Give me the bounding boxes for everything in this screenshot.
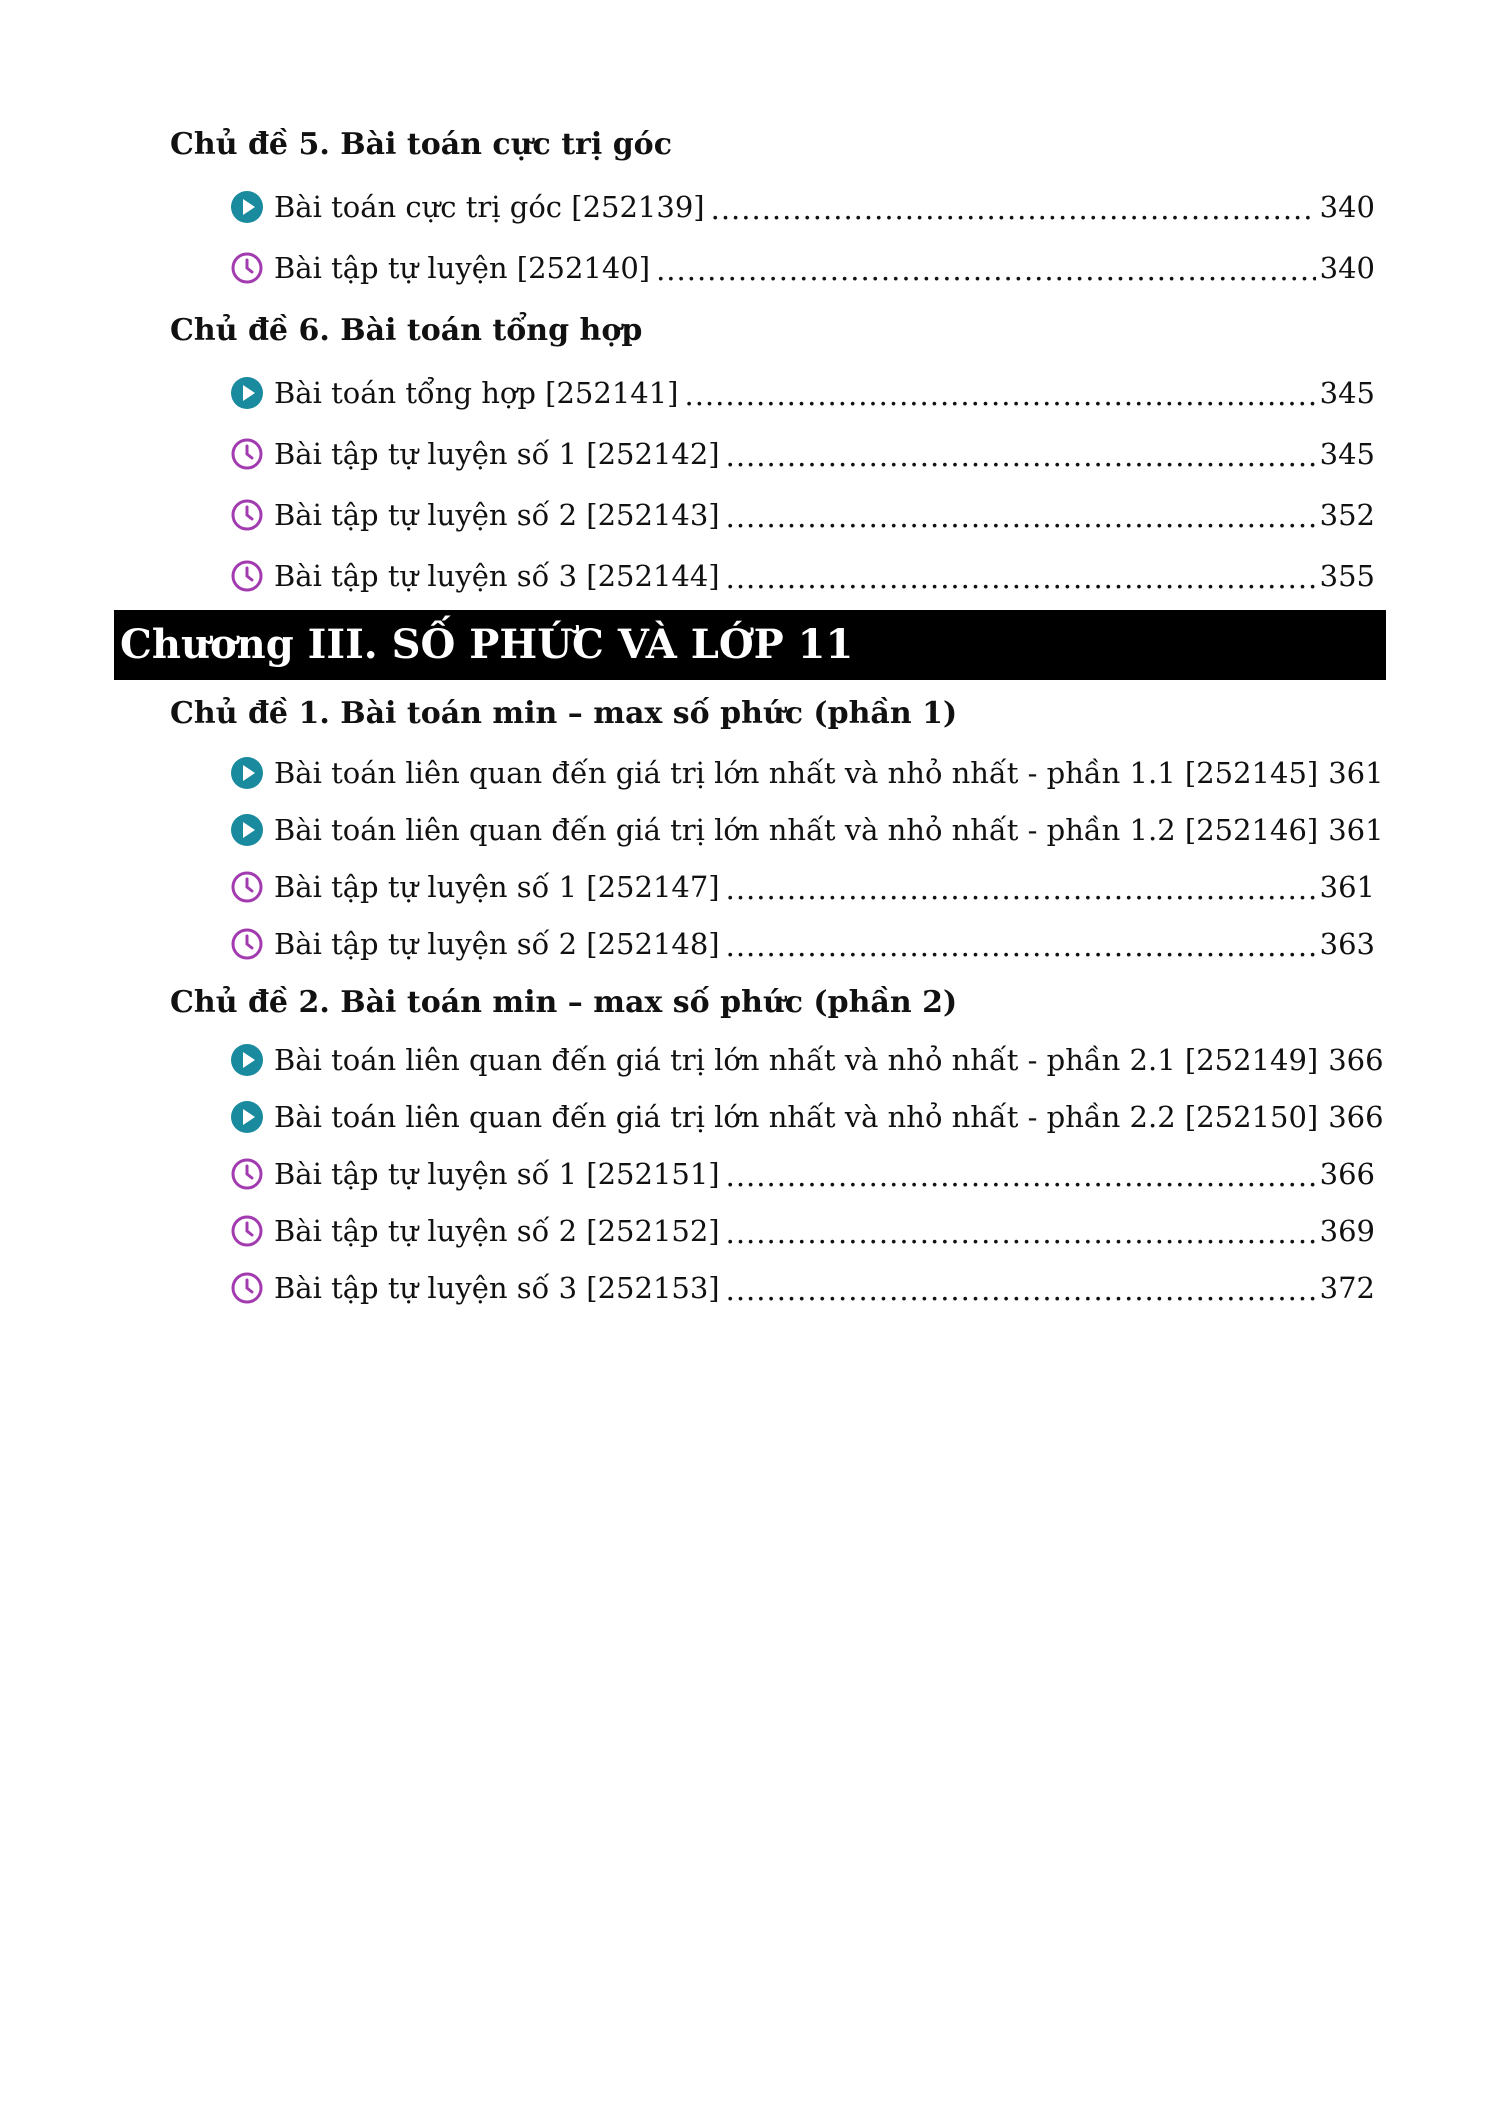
clock-icon: [230, 1157, 264, 1191]
play-icon: [230, 190, 264, 224]
toc-entry-page: 361: [1328, 813, 1384, 847]
toc-entry-label: Bài toán liên quan đến giá trị lớn nhất và nhỏ nhất - phần 1.2 [252146]: [274, 813, 1319, 847]
clock-icon: [230, 437, 264, 471]
toc-entry-label: Bài tập tự luyện số 1 [252142]: [274, 437, 720, 471]
toc-entry-label: Bài tập tự luyện số 3 [252153]: [274, 1271, 720, 1305]
toc-entry-label: Bài toán liên quan đến giá trị lớn nhất và nhỏ nhất - phần 2.1 [252149]: [274, 1043, 1319, 1077]
toc-entry-label: Bài toán cực trị góc [252139]: [274, 190, 705, 224]
toc-entry-page: 366: [1328, 1043, 1384, 1077]
toc-entry[interactable]: [230, 187, 1375, 227]
toc-entry-label: Bài tập tự luyện số 3 [252144]: [274, 559, 720, 593]
toc-entry-page: 366: [1328, 1100, 1384, 1134]
toc-entry[interactable]: [230, 1211, 1375, 1251]
dot-leader: [726, 500, 1316, 534]
toc-entry[interactable]: [230, 867, 1375, 907]
toc-entry-label: Bài toán liên quan đến giá trị lớn nhất và nhỏ nhất - phần 1.1 [252145]: [274, 756, 1319, 790]
toc-entry-page: 340: [1319, 251, 1375, 285]
toc-entry[interactable]: [230, 753, 1384, 793]
dot-leader: [685, 378, 1316, 412]
toc-entry-label: Bài toán liên quan đến giá trị lớn nhất và nhỏ nhất - phần 2.2 [252150]: [274, 1100, 1319, 1134]
toc-entry-page: 352: [1319, 498, 1375, 532]
toc-entry-label: Bài tập tự luyện số 2 [252148]: [274, 927, 720, 961]
toc-entry-page: 372: [1319, 1271, 1375, 1305]
toc-entry-label: Bài tập tự luyện số 1 [252151]: [274, 1157, 720, 1191]
clock-icon: [230, 927, 264, 961]
topic-heading-5: Chủ đề 5. Bài toán cực trị góc: [170, 127, 672, 162]
toc-entry-label: Bài tập tự luyện số 2 [252143]: [274, 498, 720, 532]
toc-entry[interactable]: [230, 248, 1375, 288]
toc-entry[interactable]: [230, 1268, 1375, 1308]
topic-heading-ch3-1: Chủ đề 1. Bài toán min – max số phức (phần 1): [170, 696, 958, 731]
dot-leader: [726, 439, 1316, 473]
toc-entry[interactable]: [230, 924, 1375, 964]
play-icon: [230, 813, 264, 847]
toc-entry[interactable]: [230, 434, 1375, 474]
toc-entry[interactable]: [230, 495, 1375, 535]
toc-entry-page: 345: [1319, 376, 1375, 410]
toc-entry[interactable]: [230, 556, 1375, 596]
clock-icon: [230, 498, 264, 532]
clock-icon: [230, 1271, 264, 1305]
play-icon: [230, 756, 264, 790]
play-icon: [230, 1043, 264, 1077]
dot-leader: [726, 1159, 1316, 1193]
clock-icon: [230, 559, 264, 593]
toc-entry-page: 363: [1319, 927, 1375, 961]
toc-entry-label: Bài tập tự luyện [252140]: [274, 251, 651, 285]
toc-entry[interactable]: [230, 1040, 1384, 1080]
dot-leader: [726, 561, 1316, 595]
dot-leader: [726, 1273, 1316, 1307]
toc-entry[interactable]: [230, 810, 1384, 850]
play-icon: [230, 376, 264, 410]
clock-icon: [230, 1214, 264, 1248]
clock-icon: [230, 251, 264, 285]
toc-entry-page: 340: [1319, 190, 1375, 224]
toc-entry-label: Bài toán tổng hợp [252141]: [274, 376, 679, 410]
dot-leader: [711, 192, 1316, 226]
toc-entry[interactable]: [230, 1097, 1384, 1137]
dot-leader: [656, 253, 1316, 287]
toc-entry-page: 366: [1319, 1157, 1375, 1191]
dot-leader: [726, 872, 1316, 906]
toc-entry-label: Bài tập tự luyện số 2 [252152]: [274, 1214, 720, 1248]
topic-heading-ch3-2: Chủ đề 2. Bài toán min – max số phức (phần 2): [170, 985, 958, 1020]
toc-entry-page: 355: [1319, 559, 1375, 593]
toc-entry[interactable]: [230, 1154, 1375, 1194]
dot-leader: [726, 1216, 1316, 1250]
dot-leader: [726, 929, 1316, 963]
topic-heading-6: Chủ đề 6. Bài toán tổng hợp: [170, 313, 643, 348]
play-icon: [230, 1100, 264, 1134]
toc-entry-page: 361: [1328, 756, 1384, 790]
chapter-banner[interactable]: Chương III. SỐ PHỨC VÀ LỚP 11: [114, 610, 1386, 680]
toc-entry-page: 369: [1319, 1214, 1375, 1248]
toc-entry-page: 361: [1319, 870, 1375, 904]
toc-entry-label: Bài tập tự luyện số 1 [252147]: [274, 870, 720, 904]
clock-icon: [230, 870, 264, 904]
toc-entry[interactable]: [230, 373, 1375, 413]
toc-entry-page: 345: [1319, 437, 1375, 471]
